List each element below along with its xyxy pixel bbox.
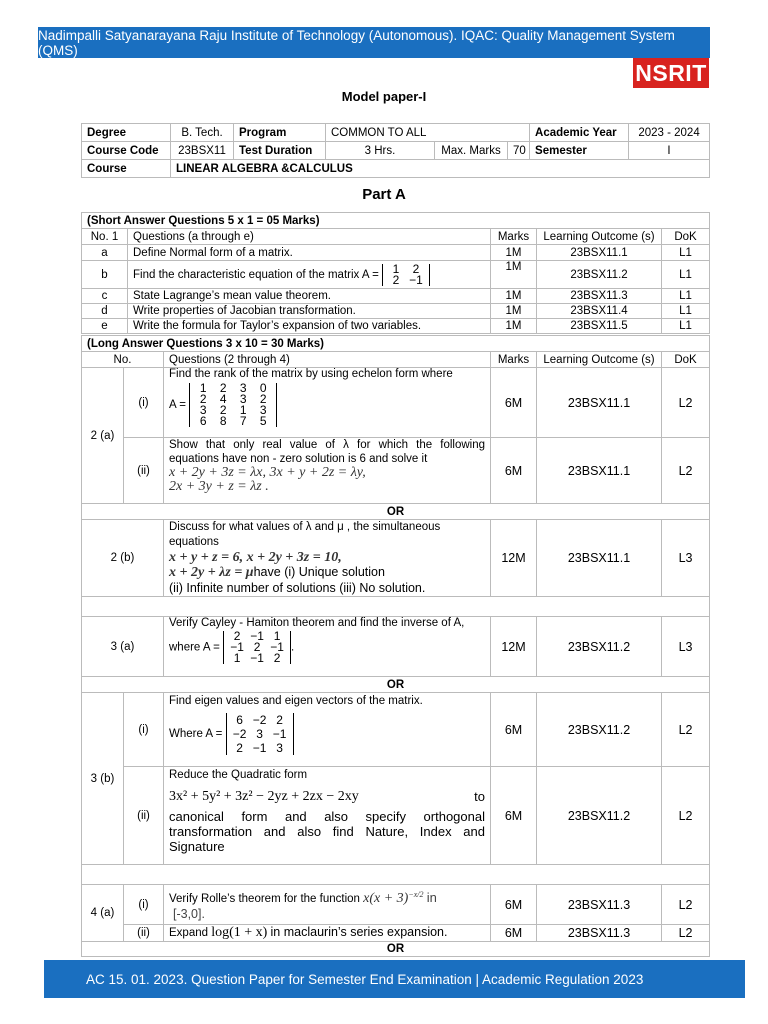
q3a-text: Verify Cayley - Hamiton theorem and find the inverse of A, — [169, 617, 465, 629]
sub-no: (i) — [124, 368, 164, 438]
question-text: Write the formula for Taylor’s expansion of two variables. — [128, 319, 491, 334]
spacer-row — [82, 865, 710, 885]
short-answer-table — [81, 212, 710, 334]
col-lo: Learning Outcome (s) — [537, 352, 662, 368]
col-questions: Questions (a through e) — [128, 229, 491, 245]
where-a: Where A = — [169, 728, 223, 741]
matrix-cell: −1 — [409, 272, 423, 287]
matrix-cell: −1 — [230, 640, 244, 654]
q4a-i-text: Verify Rolle’s theorem for the function — [169, 892, 360, 905]
q-marks: 6M — [491, 925, 537, 942]
q-lo: 23BSX11.2 — [537, 617, 662, 677]
q3b-ii-text: Reduce the Quadratic form — [169, 769, 308, 781]
matrix-cell: 2 — [259, 392, 267, 406]
q-no: 4 (a) — [82, 885, 124, 942]
q-no: 3 (a) — [82, 617, 164, 677]
nsrit-logo: NSRIT — [633, 58, 709, 88]
q-dok: L1 — [662, 261, 710, 289]
sub-no: (i) — [124, 693, 164, 767]
academic-year-label: Academic Year — [530, 124, 629, 142]
question-text: State Lagrange’s mean value theorem. — [128, 289, 491, 304]
col-lo: Learning Outcome (s) — [537, 229, 662, 245]
q-marks: 6M — [491, 368, 537, 438]
q2a-i-text: Find the rank of the matrix by using echelon form where — [169, 368, 453, 380]
q-marks: 6M — [491, 693, 537, 767]
q4a-i-int: [-3,0]. — [173, 906, 205, 921]
degree-value: B. Tech. — [171, 124, 234, 142]
col-dok: DoK — [662, 229, 710, 245]
program-value: COMMON TO ALL — [326, 124, 530, 142]
q2b-line3: (ii) Infinite number of solutions (iii) No solution. — [169, 581, 426, 595]
matrix-cell: −1 — [250, 629, 264, 643]
matrix-cell: 1 — [239, 403, 247, 417]
matrix-cell: 2 — [276, 713, 283, 727]
q-dok: L2 — [662, 925, 710, 942]
question-text — [164, 925, 491, 942]
matrix-cell: 1 — [199, 381, 207, 395]
q-marks: 6M — [491, 767, 537, 865]
or-divider: OR — [82, 504, 710, 520]
sub-no: (ii) — [124, 767, 164, 865]
long-heading: (Long Answer Questions 3 x 10 = 30 Marks) — [82, 336, 710, 352]
matrix-cell: 3 — [259, 403, 267, 417]
matrix-cell: 7 — [239, 414, 247, 428]
course-code-value: 23BSX11 — [171, 142, 234, 160]
matrix-cell: 3 — [239, 381, 247, 395]
q-dok: L2 — [662, 693, 710, 767]
long-answer-table — [81, 335, 710, 957]
matrix-cell: 1 — [273, 629, 281, 643]
q2b-eq2: x + 2y + λz = μ — [169, 565, 254, 580]
q-dok: L1 — [662, 319, 710, 334]
matrix-cell: 2 — [199, 392, 207, 406]
matrix-cell: 1 — [392, 261, 400, 276]
question-text — [164, 885, 491, 925]
matrix-cell: −2 — [232, 727, 247, 741]
question-text: Define Normal form of a matrix. — [128, 245, 491, 261]
col-no: No. 1 — [82, 229, 128, 245]
question-text — [164, 368, 491, 438]
part-a-title: Part A — [362, 186, 406, 203]
q-marks: 6M — [491, 438, 537, 504]
matrix-cell: 2 — [273, 651, 281, 665]
q-lo: 23BSX11.1 — [537, 438, 662, 504]
q-marks: 1M — [491, 261, 537, 289]
program-label: Program — [234, 124, 326, 142]
page-footer: AC 15. 01. 2023. Question Paper for Semester End Examination | Academic Regulation 2023 — [44, 960, 745, 998]
q-lo: 23BSX11.5 — [537, 319, 662, 334]
q-lo: 23BSX11.1 — [537, 520, 662, 597]
q-marks: 12M — [491, 617, 537, 677]
q-lo: 23BSX11.3 — [537, 289, 662, 304]
short-heading: (Short Answer Questions 5 x 1 = 05 Marks) — [82, 213, 710, 229]
semester-value: I — [629, 142, 710, 160]
q-marks: 1M — [491, 289, 537, 304]
q-marks: 12M — [491, 520, 537, 597]
course-label: Course — [82, 160, 171, 178]
q-dok: L2 — [662, 368, 710, 438]
q-no: 3 (b) — [82, 693, 124, 865]
or-divider: OR — [82, 942, 710, 957]
q3b-ii-eq: 3x² + 5y² + 3z² − 2yz + 2zx − 2xy — [169, 789, 359, 804]
q2a-ii-eq2: 2x + 3y + z = λz . — [169, 479, 269, 494]
question-text: Verify Cayley - Hamiton theorem and find the inverse of A, where A = 2 −1 1 −1 2 −1 1 −1 2 . — [164, 617, 491, 677]
question-text — [164, 438, 491, 504]
q4a-i-eq: x(x + 3) — [363, 890, 409, 906]
matrix-cell: 6 — [199, 414, 207, 428]
q-lo: 23BSX11.4 — [537, 304, 662, 319]
col-marks: Marks — [491, 352, 537, 368]
question-text — [128, 261, 491, 289]
q-dok: L2 — [662, 767, 710, 865]
q2a-ii-eq1: x + 2y + 3z = λx, 3x + y + 2z = λy, — [169, 465, 366, 480]
matrix-cell: −1 — [252, 741, 267, 755]
q-marks: 6M — [491, 885, 537, 925]
q-dok: L1 — [662, 304, 710, 319]
q4a-ii-post: in maclaurin’s series expansion. — [270, 925, 448, 939]
q-no: c — [82, 289, 128, 304]
matrix-3b — [226, 713, 294, 755]
matrix-cell: 1 — [233, 651, 241, 665]
q4a-ii-pre: Expand — [169, 927, 209, 939]
a-equals: A = — [169, 399, 186, 412]
max-marks-label: Max. Marks — [435, 142, 508, 160]
matrix-cell: 4 — [219, 392, 227, 406]
q-dok: L2 — [662, 438, 710, 504]
matrix-cell: 2 — [233, 629, 241, 643]
q-no: b — [82, 261, 128, 289]
test-duration-value: 3 Hrs. — [326, 142, 435, 160]
sub-no: (ii) — [124, 438, 164, 504]
q-lo: 23BSX11.2 — [537, 767, 662, 865]
course-value: LINEAR ALGEBRA &CALCULUS — [171, 160, 710, 178]
question-text — [164, 767, 491, 865]
q3b-ii-to: to — [474, 789, 485, 804]
matrix-cell: 2 — [219, 381, 227, 395]
matrix-cell: 5 — [259, 414, 267, 428]
q-dok: L3 — [662, 617, 710, 677]
question-text — [164, 520, 491, 597]
q-lo: 23BSX11.1 — [537, 245, 662, 261]
q4a-i-in: in — [426, 889, 437, 905]
q3b-i-text: Find eigen values and eigen vectors of the matrix. — [169, 695, 423, 707]
q-lo: 23BSX11.2 — [537, 261, 662, 289]
col-no: No. — [82, 352, 164, 368]
matrix-cell: 0 — [259, 381, 267, 395]
q-dok: L1 — [662, 245, 710, 261]
sub-no: (i) — [124, 885, 164, 925]
course-info-table — [81, 123, 710, 178]
semester-label: Semester — [530, 142, 629, 160]
q2b-text: Discuss for what values of λ and μ , the simultaneous equations — [169, 521, 441, 548]
matrix-cell: −1 — [272, 727, 287, 741]
test-duration-label: Test Duration — [234, 142, 326, 160]
col-marks: Marks — [491, 229, 537, 245]
q-no: d — [82, 304, 128, 319]
q-dok: L1 — [662, 289, 710, 304]
sub-no: (ii) — [124, 925, 164, 942]
matrix-cell: −1 — [270, 640, 284, 654]
degree-label: Degree — [82, 124, 171, 142]
matrix-cell: −1 — [250, 651, 264, 665]
matrix-cell: 2 — [392, 272, 400, 287]
col-questions: Questions (2 through 4) — [164, 352, 491, 368]
q2a-ii-text: Show that only real value of λ for which the following equations have non - zero solution is 6 and solve it — [169, 439, 485, 465]
q-lo: 23BSX11.3 — [537, 925, 662, 942]
or-divider: OR — [82, 677, 710, 693]
matrix-cell: 3 — [276, 741, 283, 755]
question-b-text: Find the characteristic equation of the matrix A = — [133, 268, 379, 281]
matrix-cell: 8 — [219, 414, 227, 428]
q-marks: 1M — [491, 304, 537, 319]
matrix-b — [382, 261, 430, 287]
q4a-i-exp: −x/2 — [408, 890, 424, 900]
page-header: Nadimpalli Satyanarayana Raju Institute of Technology (Autonomous). IQAC: Quality Management System (QMS) — [38, 27, 710, 58]
q-no: a — [82, 245, 128, 261]
matrix-3a — [223, 631, 291, 664]
q2b-tail: have (i) Unique solution — [253, 565, 385, 579]
q-lo: 23BSX11.1 — [537, 368, 662, 438]
academic-year-value: 2023 - 2024 — [629, 124, 710, 142]
q-lo: 23BSX11.2 — [537, 693, 662, 767]
matrix-cell: 3 — [239, 392, 247, 406]
q-no: 2 (b) — [82, 520, 164, 597]
matrix-cell: 2 — [253, 640, 261, 654]
question-text: Write properties of Jacobian transformation. — [128, 304, 491, 319]
matrix-cell: 2 — [236, 741, 243, 755]
matrix-cell: 3 — [256, 727, 263, 741]
where-a: where A = — [169, 641, 220, 654]
spacer-row — [82, 597, 710, 617]
q2b-eq1: x + y + z = 6, x + 2y + 3z = 10, — [169, 550, 342, 565]
q-no: e — [82, 319, 128, 334]
col-dok: DoK — [662, 352, 710, 368]
matrix-cell: −2 — [252, 713, 267, 727]
matrix-cell: 2 — [219, 403, 227, 417]
matrix-cell: 6 — [236, 713, 243, 727]
q4a-ii-eq: log(1 + x) — [211, 925, 268, 940]
matrix-cell: 3 — [199, 403, 207, 417]
paper-title: Model paper-I — [341, 89, 427, 104]
q-no: 2 (a) — [82, 368, 124, 504]
matrix-2a — [189, 383, 277, 427]
q-marks: 1M — [491, 319, 537, 334]
course-code-label: Course Code — [82, 142, 171, 160]
matrix-cell: 2 — [412, 261, 420, 276]
q-dok: L2 — [662, 885, 710, 925]
q-lo: 23BSX11.3 — [537, 885, 662, 925]
question-text — [164, 693, 491, 767]
q3b-ii-rest: canonical form and also specify orthogonal transformation and also find Nature, Index and Signature — [169, 809, 485, 854]
max-marks-value: 70 — [508, 142, 530, 160]
q-marks: 1M — [491, 245, 537, 261]
q-dok: L3 — [662, 520, 710, 597]
